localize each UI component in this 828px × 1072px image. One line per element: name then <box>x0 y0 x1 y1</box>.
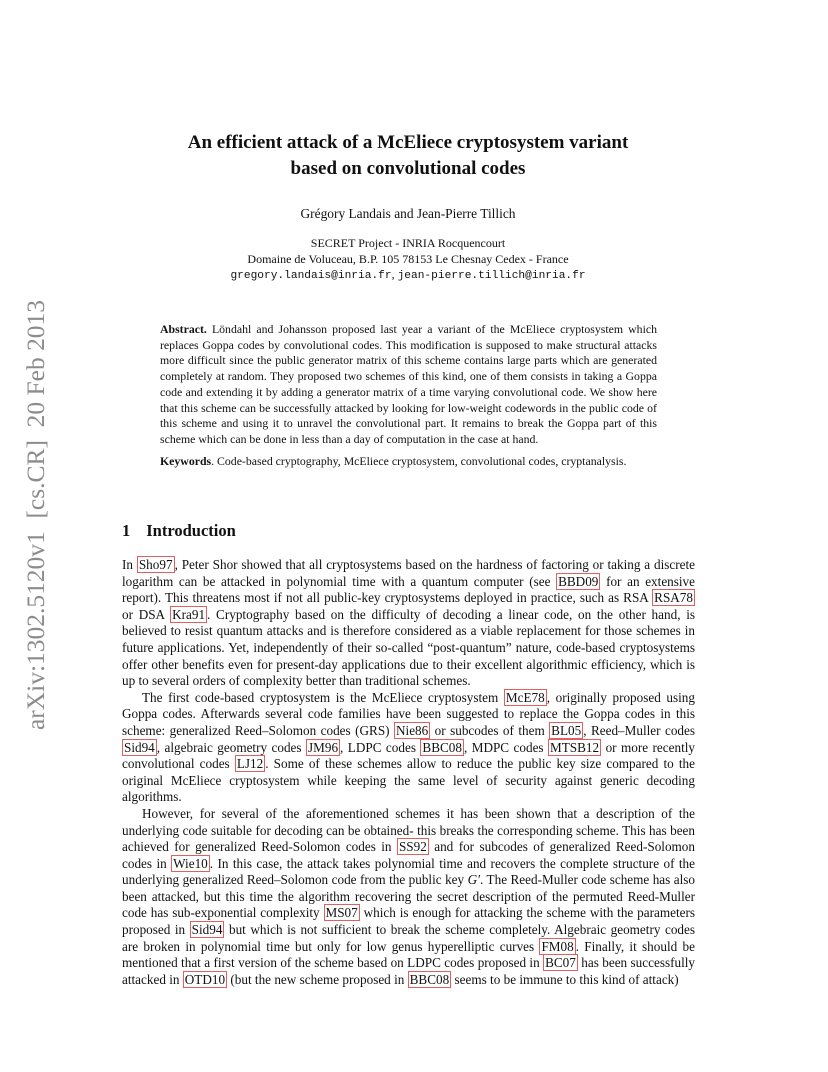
citation-link[interactable]: JM96 <box>308 739 339 755</box>
text-span: for an extensive report). This threatens most if not all public-key cryptosystems deployed in practice, such as RSA <box>122 573 696 606</box>
keywords-paragraph <box>160 454 657 470</box>
introduction-body <box>122 557 695 988</box>
text-span: which is enough for attacking the scheme with the parameters proposed in <box>122 905 695 938</box>
citation-link[interactable]: Sid94 <box>124 739 155 755</box>
text-span: , Peter Shor showed that all cryptosystems based on the hardness of factoring or taking a discrete logarithm can be attacked in polynomial time with a quantum computer (see <box>122 557 695 589</box>
citation-link[interactable]: Nie86 <box>396 722 429 738</box>
text-span: but which is not sufficient to break the scheme completely. Algebraic geometry codes are broken in polynomial time but only for low genus hyperelliptic curves <box>122 922 695 954</box>
citation-link[interactable]: SS92 <box>398 839 427 855</box>
citation-link[interactable]: Kra91 <box>172 606 206 622</box>
text-span: , MDPC codes <box>463 739 549 755</box>
text-span: or more recently convolutional codes <box>122 739 695 772</box>
paragraph-2 <box>122 690 695 806</box>
citation-link[interactable]: BC07 <box>545 955 576 971</box>
title-line-2: based on convolutional codes <box>290 158 526 179</box>
arxiv-identifier-stamp <box>8 292 54 738</box>
text-span: or DSA <box>122 606 171 622</box>
text-span: and for subcodes of generalized Reed-Solomon codes in <box>122 839 695 871</box>
text-span: However, for several of the aforementioned schemes it has been shown that a description of the underlying code suitable for decoding can be obtained- this breaks the corresponding scheme. This has been achieved for generalized Reed-Solomon codes in <box>122 805 695 855</box>
citation-link[interactable]: BBC08 <box>409 971 450 987</box>
citation-link[interactable]: FM08 <box>541 938 574 954</box>
text-span: . In this case, the attack takes polynomial time and recovers the complete structure of the underlying generalized Reed–Solomon code from the public key <box>122 855 695 888</box>
citation-link[interactable]: BBD09 <box>558 573 599 589</box>
citation-link[interactable]: LJ12 <box>236 756 264 772</box>
title-line-1: An efficient attack of a McEliece cryptosystem variant <box>187 132 629 153</box>
text-span: . Cryptography based on the difficulty of decoding a linear code, on the other hand, is believed to resist quantum attacks and is therefore considered as a viable replacement for those schemes in future applications. Yet, independently of their so-called “post-quantum” nature, code-based cryptosystems offer other benefits even for present-day applications due to their excellent algorithmic efficiency, which is up to several orders of complexity better than traditional schemes. <box>122 606 696 689</box>
arxiv-stamp-text: arXiv:1302.5120v1 [cs.CR] 20 Feb 2013 <box>21 299 50 730</box>
paragraph-1 <box>122 557 695 690</box>
abstract-block <box>160 322 657 469</box>
authors: Grégory Landais and Jean-Pierre Tillich <box>300 206 516 221</box>
text-span: , algebraic geometry codes <box>156 739 306 755</box>
math-public-key: G′ <box>467 872 481 888</box>
affiliation-emails <box>120 267 696 285</box>
paper-title <box>120 130 696 182</box>
citation-link[interactable]: MTSB12 <box>550 739 600 755</box>
text-span: seems to be immune to this kind of attack) <box>451 971 679 987</box>
text-span: , Reed–Muller codes <box>583 722 696 738</box>
text-span: The first code-based cryptosystem is the McEliece cryptosystem <box>142 689 504 705</box>
email-landais[interactable]: gregory.landais@inria.fr <box>230 270 392 282</box>
citation-link[interactable]: Wie10 <box>173 855 208 871</box>
text-span: or subcodes of them <box>430 722 550 738</box>
affiliation-line-2: Domaine de Voluceau, B.P. 105 78153 Le Chesnay Cedex - France <box>247 251 569 266</box>
text-span: . Some of these schemes allow to reduce the public key size compared to the original McEliece cryptosystem while keeping the same level of security against generic decoding algorithms. <box>122 756 696 805</box>
abstract-label: Abstract. <box>160 322 207 336</box>
abstract-text: Löndahl and Johansson proposed last year a variant of the McEliece cryptosystem which replaces Goppa codes by convolutional codes. This modification is supposed to make structural attacks more difficult since the public generator matrix of this scheme contains large parts which are generated completely at random. They proposed two schemes of this kind, one of them consists in taking a Goppa code and extending it by adding a generator matrix of a time varying convolutional code. We show here that this scheme can be successfully attacked by looking for low-weight codewords in the public code of this scheme and using it to unravel the convolutional part. It remains to break the Goppa part of this scheme which can be done in less than a day of computation in the case at hand. <box>160 322 657 446</box>
citation-link[interactable]: Sho97 <box>138 557 173 572</box>
paragraph-3 <box>122 806 695 989</box>
section-number: 1 <box>122 521 131 540</box>
citation-link[interactable]: BL05 <box>551 722 582 738</box>
citation-link[interactable]: RSA78 <box>654 590 693 606</box>
email-separator: , <box>391 267 398 281</box>
section-title: Introduction <box>146 521 236 540</box>
citation-link[interactable]: OTD10 <box>184 971 226 987</box>
text-span: . The Reed-Muller code scheme has also been attacked, but this time the algorithm recovering the secret description of the permuted Reed-Muller code has sub-exponential complexity <box>122 872 696 921</box>
citation-link[interactable]: Sid94 <box>191 922 223 938</box>
email-tillich[interactable]: jean-pierre.tillich@inria.fr <box>397 270 586 282</box>
citation-link[interactable]: MS07 <box>325 905 358 921</box>
text-span: . Finally, it should be mentioned that a first version of the scheme based on LDPC codes proposed in <box>122 938 695 971</box>
keywords-text: . Code-based cryptography, McEliece cryptosystem, convolutional codes, cryptanalysis. <box>211 453 627 468</box>
text-span: (but the new scheme proposed in <box>227 971 408 987</box>
text-span: , originally proposed using Goppa codes. Afterwards several code families have been suggested to replace the Goppa codes in this scheme: generalized Reed–Solomon codes (GRS) <box>122 689 695 738</box>
text-span: , LDPC codes <box>340 739 421 755</box>
affiliation <box>120 236 696 285</box>
text-span: In <box>122 557 137 572</box>
affiliation-line-1: SECRET Project - INRIA Rocquencourt <box>310 236 506 250</box>
section-heading-introduction <box>122 521 236 541</box>
text-span: has been successfully attacked in <box>122 955 695 987</box>
keywords-label: Keywords <box>160 453 212 468</box>
abstract-paragraph <box>160 322 657 448</box>
citation-link[interactable]: McE78 <box>505 689 545 705</box>
citation-link[interactable]: BBC08 <box>422 739 462 755</box>
